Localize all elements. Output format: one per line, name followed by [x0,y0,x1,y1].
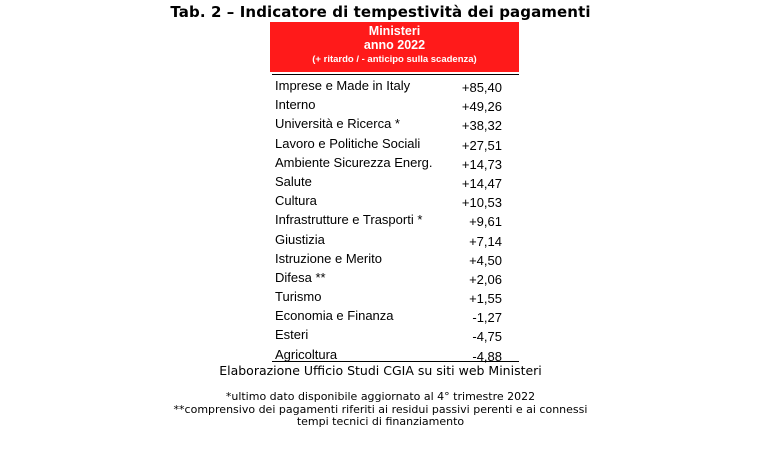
table-row [272,230,522,249]
ministry-name: Salute [275,173,312,189]
ministry-value: -4,75 [472,329,502,345]
ministry-name: Agricoltura [275,346,338,362]
ministry-value: +85,40 [461,80,502,95]
header-ministeri: Ministeri [368,24,421,38]
top-rule [272,74,519,75]
ministry-value: +2,06 [469,271,502,287]
ministry-name: Ambiente Sicurezza Energ. [275,154,433,170]
table-row [272,287,522,306]
ministry-value: -1,27 [472,310,502,326]
ministry-value: +9,61 [469,214,502,230]
table-row [272,95,522,114]
table-row [272,153,522,172]
ministry-value: +49,26 [461,99,502,115]
ministry-value: +27,51 [461,137,502,153]
ministry-value: +10,53 [461,195,502,211]
ministry-value: +38,32 [461,118,502,134]
table-row [272,172,522,191]
table-title: Tab. 2 – Indicatore di tempestività dei pagamenti [170,3,591,21]
source-note: Elaborazione Ufficio Studi CGIA su siti web Ministeri [219,363,542,378]
footnote-2-continued: tempi tecnici di finanziamento [296,415,465,428]
footnotes [0,391,761,429]
table-row [272,210,522,229]
header-year: anno 2022 [363,38,426,52]
header-legend: (+ ritardo / - anticipo sulla scadenza) [312,54,477,65]
ministry-name: Lavoro e Politiche Sociali [275,135,421,151]
table-row [272,325,522,344]
bottom-rule [272,361,519,362]
table-body [272,76,522,364]
ministry-name: Turismo [275,289,322,305]
ministry-name: Esteri [275,327,309,343]
ministry-value: -4,88 [472,348,502,364]
ministry-name: Giustizia [275,231,325,247]
ministry-value: +1,55 [469,291,502,307]
ministry-name: Interno [275,97,316,113]
ministry-name: Economia e Finanza [275,308,394,324]
table-header [270,22,519,72]
table-row [272,76,522,95]
footnote-2: **comprensivo dei pagamenti riferiti ai residui passivi perenti e ai connessi [173,402,588,416]
ministry-value: +14,47 [461,175,502,191]
ministry-name: Università e Ricerca * [275,116,400,132]
ministry-value: +4,50 [469,252,502,268]
table-row [272,114,522,133]
ministry-name: Cultura [275,193,317,209]
ministry-value: +7,14 [469,233,502,249]
table-row [272,268,522,287]
table-row [272,249,522,268]
ministry-name: Difesa ** [275,269,326,285]
table-row [272,191,522,210]
table-row [272,306,522,325]
table-row [272,134,522,153]
ministry-name: Istruzione e Merito [275,250,382,266]
ministry-name: Infrastrutture e Trasporti * [275,212,423,228]
ministry-value: +14,73 [461,156,502,172]
ministry-name: Imprese e Made in Italy [275,78,411,93]
footnote-1: *ultimo dato disponibile aggiornato al 4° trimestre 2022 [225,390,536,403]
